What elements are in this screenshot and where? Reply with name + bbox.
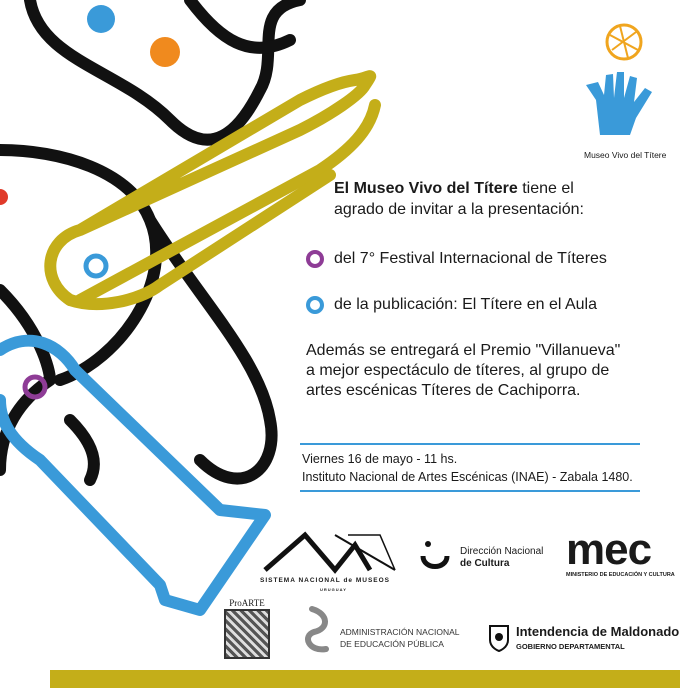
blue-dot	[87, 5, 115, 33]
mec-subtitle: MINISTERIO DE EDUCACIÓN Y CULTURA	[566, 572, 675, 578]
maldonado-line-1: Intendencia de Maldonado	[516, 624, 680, 639]
award-line-3: artes escénicas Títeres de Cachiporra.	[306, 382, 581, 399]
mec-wordmark: mec	[566, 525, 652, 574]
museum-logo	[586, 25, 652, 135]
bottom-bar	[50, 670, 680, 688]
award-line-2: a mejor espectáculo de títeres, al grupo de	[306, 362, 610, 379]
museum-logo-caption: Museo Vivo del Títere	[584, 150, 667, 160]
proarte-logo	[222, 598, 272, 660]
dnc-line-1: Dirección Nacional	[460, 546, 544, 557]
snm-logo	[260, 530, 400, 600]
blue-bullet-icon	[306, 296, 324, 314]
dnc-mark-icon	[420, 538, 450, 574]
purple-bullet-icon	[306, 250, 324, 268]
orange-dot	[150, 37, 180, 67]
event-venue: Instituto Nacional de Artes Escénicas (INAE) - Zabala 1480.	[302, 470, 633, 484]
maldonado-crest-icon	[488, 622, 510, 652]
list-item-festival	[306, 250, 607, 268]
anep-logo	[304, 604, 474, 654]
item-publication-label: de la publicación: El Títere en el Aula	[334, 296, 597, 313]
red-dot	[0, 189, 8, 205]
dnc-line-2: de Cultura	[460, 558, 510, 569]
anep-mark-icon	[304, 604, 334, 654]
divider-top	[300, 443, 640, 445]
mec-logo	[566, 525, 681, 583]
list-item-publication	[306, 296, 597, 314]
award-text	[306, 341, 646, 401]
proarte-emblem-icon	[224, 609, 270, 659]
maldonado-line-2: GOBIERNO DEPARTAMENTAL	[516, 642, 625, 651]
snm-line-1: SISTEMA NACIONAL de MUSEOS	[260, 577, 391, 584]
snm-mark-icon	[260, 530, 400, 575]
intro-bold: El Museo Vivo del Títere	[334, 180, 518, 197]
maldonado-logo	[488, 622, 683, 656]
intro-rest-1: tiene el	[517, 180, 574, 197]
award-line-1: Además se entregará el Premio "Villanueva"	[306, 342, 621, 359]
intro-rest-2: agrado de invitar a la presentación:	[334, 201, 584, 218]
item-festival-label: del 7° Festival Internacional de Títeres	[334, 250, 607, 267]
blue-ring	[86, 256, 106, 276]
anep-line-2: DE EDUCACIÓN PÚBLICA	[340, 639, 444, 649]
divider-bottom	[300, 490, 640, 492]
snm-line-2: URUGUAY	[320, 587, 347, 592]
dnc-logo	[420, 538, 550, 574]
proarte-label: ProARTE	[229, 598, 265, 608]
black-outline	[0, 0, 300, 479]
event-date: Viernes 16 de mayo - 11 hs.	[302, 452, 458, 466]
anep-line-1: ADMINISTRACIÓN NACIONAL	[340, 627, 460, 637]
intro-text	[334, 178, 654, 220]
